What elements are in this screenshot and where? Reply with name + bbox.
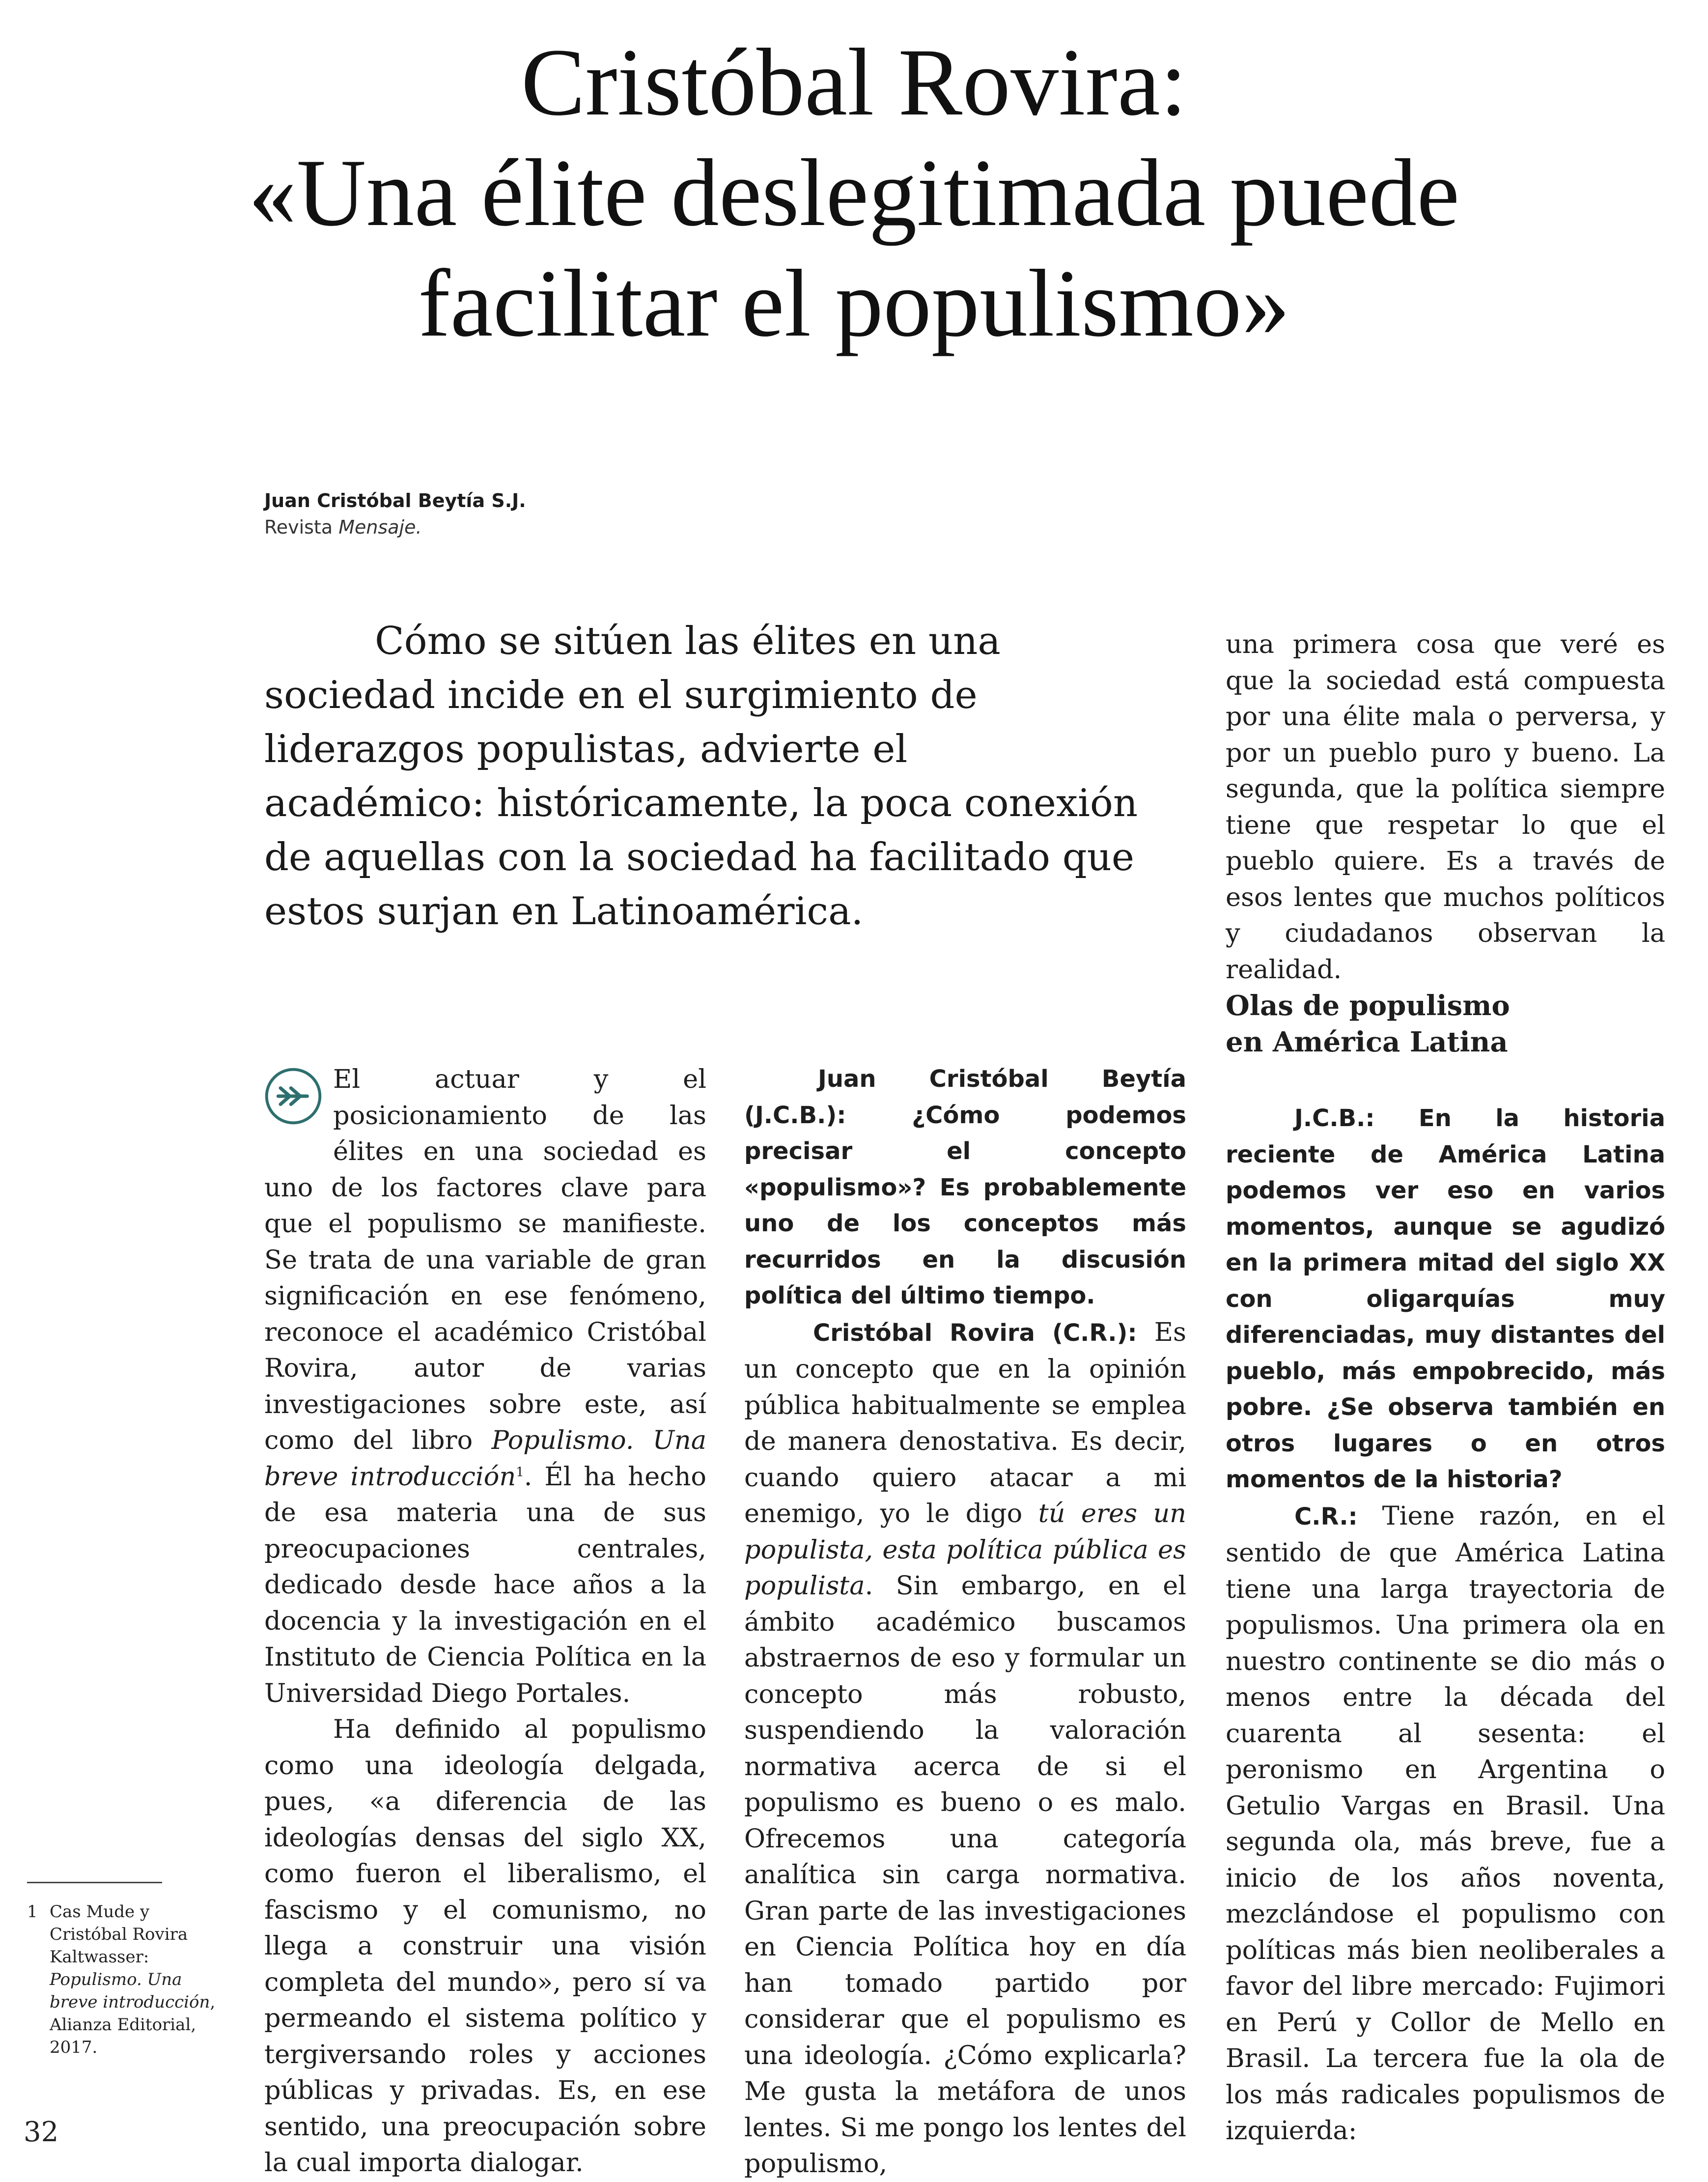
book-title: Populismo. Una breve introducción — [264, 1425, 707, 1492]
footnote-number: 1 — [27, 1902, 38, 1922]
top-right-column — [1226, 626, 1665, 988]
footnote-body — [50, 1900, 231, 2059]
answer-speaker-1: Cristóbal Rovira (C.R.): — [813, 1319, 1137, 1347]
footnote-rest: , Alianza Editorial, 2017. — [50, 1992, 216, 2057]
top-right-paragraph: una primera cosa que veré es que la sociedad está compuesta por una élite mala o perversa, y por un pueblo puro y bueno. La segunda, que la política siempre tiene que respetar lo que el pueblo quiere. Es a través de esos lentes que muchos políticos y ciudadanos observan la realidad. — [1226, 629, 1665, 985]
interview-question-1: Juan Cristóbal Beytía (J.C.B.): ¿Cómo podemos precisar el concepto «populismo»? Es probablemente uno de los conceptos más recurridos en la discusión política del último tiempo. — [744, 1065, 1186, 1309]
right-column — [1226, 988, 1665, 2149]
lede-text: Cómo se sitúen las élites en una sociedad incide en el surgimiento de liderazgos populistas, advierte el académico: históricamente, la poca conexión de aquellas con la sociedad ha facilitado que estos surjan en Latinoamérica. — [264, 619, 1138, 934]
title-line-2: «Una élite deslegitimada puede — [248, 140, 1460, 246]
answer-1-text-b: . Sin embargo, en el ámbito académico buscamos abstraernos de eso y formular un concepto más robusto, suspendiendo la valoración normativa acerca de si el populismo es bueno o es malo. Ofrecemos una categoría analítica sin carga normativa. Gran parte de las investigaciones en Ciencia Política hoy en día han tomado partido por considerar que el populismo es una ideología. ¿Cómo explicarla? Me gusta la metáfora de unos lentes. Si me pongo los lentes del populismo, — [744, 1571, 1186, 2179]
title-line-3: facilitar el populismo» — [418, 250, 1290, 357]
left-paragraph-1 — [264, 1061, 706, 1711]
byline-source — [264, 514, 526, 540]
lede — [264, 614, 1139, 938]
left-p1-text-a: El actuar y el posicionamiento de las élites en una sociedad es uno de los factores clave para que el populismo se manifieste. Se trata de una variable de gran significación en ese fenómeno, reconoce el académico Cristóbal Rovira, autor de varias investigaciones sobre este, así como del libro — [264, 1064, 706, 1455]
byline — [264, 487, 526, 540]
answer-speaker-2: C.R.: — [1294, 1502, 1358, 1530]
byline-author: Juan Cristóbal Beytía S.J. — [264, 490, 526, 511]
interview-question-2: J.C.B.: En la historia reciente de América Latina podemos ver eso en varios momentos, aunque se agudizó en la primera mitad del siglo XX con oligarquías muy diferenciadas, muy distantes del pueblo, más empobrecido, más pobre. ¿Se observa también en otros lugares o en otros momentos de la historia? — [1226, 1105, 1665, 1493]
left-column — [264, 1061, 706, 2181]
section-heading-line-1: Olas de populismo — [1226, 990, 1510, 1022]
left-paragraph-2: Ha definido al populismo como una ideología delgada, pues, «a diferencia de las ideologías densas del siglo XX, como fueron el liberalismo, el fascismo y el comunismo, no llega a construir una visión completa del mundo», pero sí va permeando el sistema político y tergiversando roles y acciones públicas y privadas. Es, en ese sentido, una preocupación sobre la cual importa dialogar. — [264, 1714, 706, 2178]
section-heading-line-2: en América Latina — [1226, 1026, 1508, 1058]
title-line-1: Cristóbal Rovira: — [521, 29, 1187, 136]
interview-answer-2 — [1226, 1498, 1665, 2149]
byline-source-prefix: Revista — [264, 516, 339, 538]
answer-2-text: Tiene razón, en el sentido de que América Latina tiene una larga trayectoria de populismos. Una primera ola en nuestro continente se dio más o menos entre la década del cuarenta al sesenta: el peronismo en Argentina o Getulio Vargas en Brasil. Una segunda ola, más breve, fue a inicio de los años noventa, mezclándose el populismo con políticas más bien neoliberales a favor del libre mercado: Fujimori en Perú y Collor de Mello en Brasil. La tercera fue la ola de los más radicales populismos de izquierda: — [1226, 1501, 1665, 2146]
footnote-divider — [27, 1882, 162, 1883]
interview-answer-1 — [744, 1314, 1186, 2182]
middle-column — [744, 1061, 1186, 2182]
page-number: 32 — [24, 2116, 59, 2148]
answer-1-text-a: Es un concepto que en la opinión pública habitualmente se emplea de manera denostativa. Es decir, cuando quiero atacar a mi enemigo, yo le digo — [744, 1317, 1186, 1529]
article-title — [0, 27, 1708, 359]
section-heading — [1226, 988, 1665, 1060]
dropcap-wrap — [264, 1061, 333, 1135]
double-arrow-circle-icon — [264, 1067, 322, 1125]
byline-source-publication: Mensaje. — [338, 516, 422, 538]
footnote-ref: 1 — [516, 1465, 524, 1479]
answer-1-italic: tú eres un populista, esta política pública es populista — [744, 1499, 1186, 1601]
footnote-book-title: Populismo. Una breve introducción — [50, 1970, 210, 2012]
left-p1-text-b: . Él ha hecho de esa materia una de sus preocupaciones centrales, dedicado desde hace años a la docencia y la investigación en el Instituto de Ciencia Política en la Universidad Diego Portales. — [264, 1461, 707, 1708]
footnote-authors: Cas Mude y Cristóbal Rovira Kaltwasser: — [50, 1902, 188, 1967]
